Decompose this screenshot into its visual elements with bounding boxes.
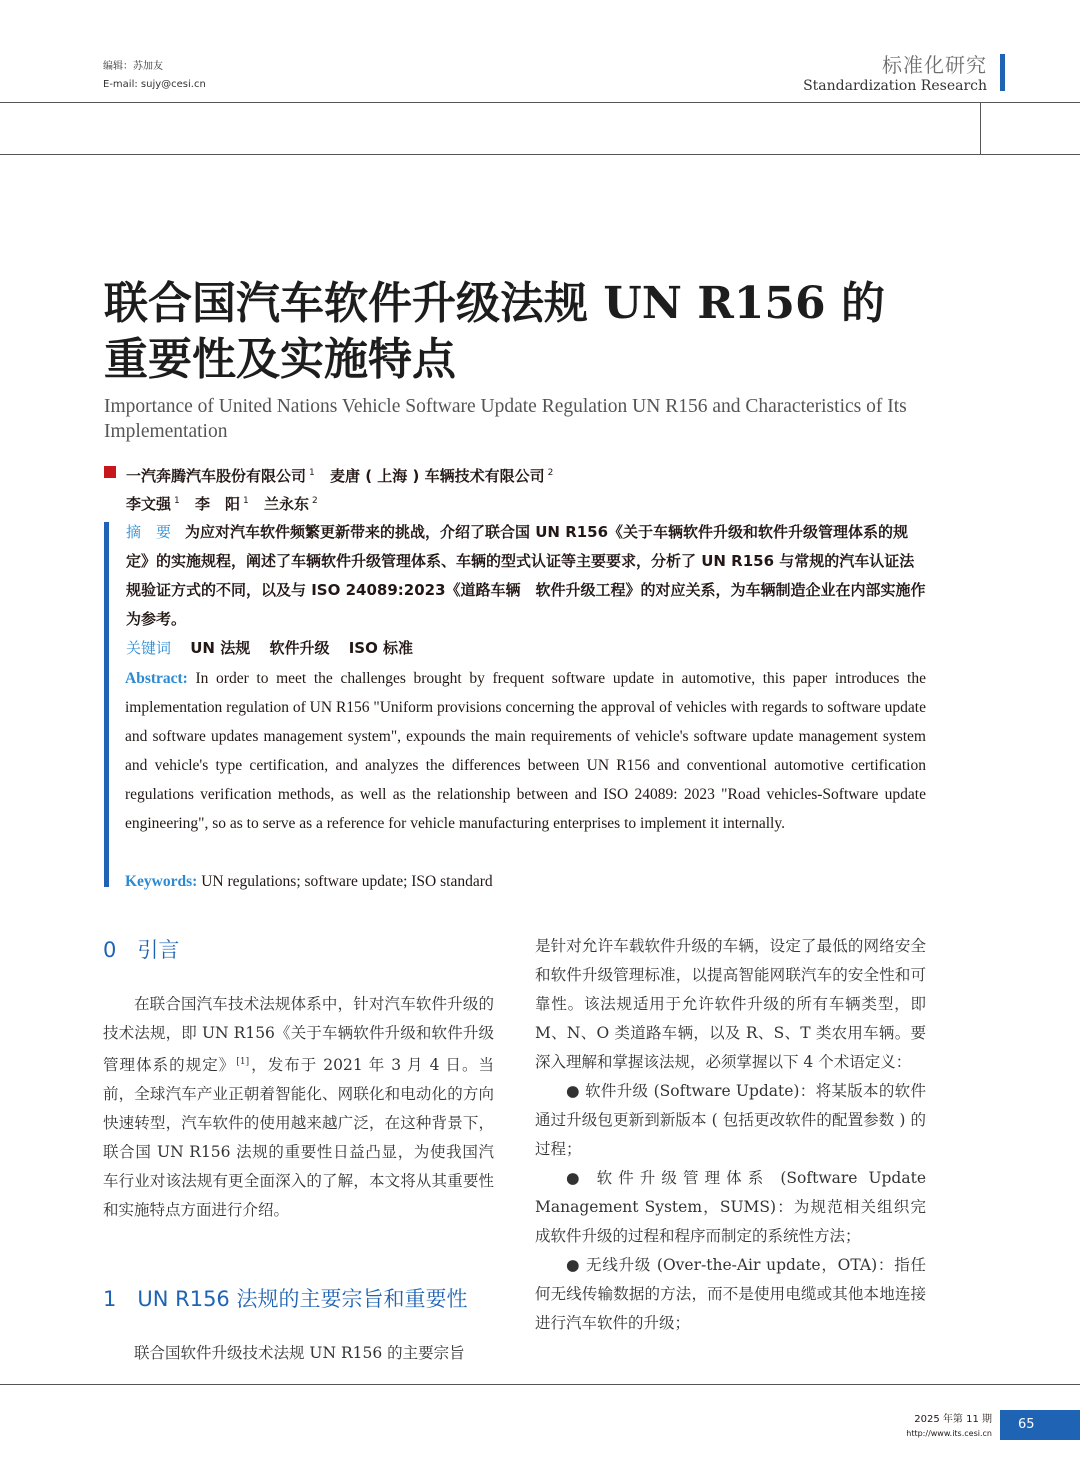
title-line-1: 联合国汽车软件升级法规 UN R156 的 bbox=[104, 278, 885, 329]
editor-email: E-mail: sujy@cesi.cn bbox=[103, 79, 206, 90]
keywords-en bbox=[125, 867, 926, 896]
header-divider-2 bbox=[0, 154, 1080, 155]
article-title bbox=[104, 276, 964, 388]
article-title-en: Importance of United Nations Vehicle Software Update Regulation UN R156 and Characteristics of Its Implementation bbox=[104, 396, 907, 442]
affiliation-2-sup: 2 bbox=[547, 468, 554, 478]
issue-label: 2025 年第 11 期 bbox=[914, 1414, 992, 1425]
affiliation-1: 一汽奔腾汽车股份有限公司 bbox=[126, 467, 307, 485]
term-definition-item: ● 软件升级 (Software Update)：将某版本的软件通过升级包更新到新版本 ( 包括更改软件的配置参数 ) 的过程； bbox=[535, 1082, 926, 1158]
keywords-en-text: UN regulations; software update; ISO standard bbox=[197, 873, 493, 890]
author-name: 兰永东 bbox=[263, 495, 309, 513]
abstract-en-text: In order to meet the challenges brought by frequent software update in automotive, this paper introduces the implementation regulation of UN R156 "Uniform provisions concerning the approval of vehicles with regards to software update and software updates management system", expounds the main requirements of vehicle's software update management system and vehicle's type certification, and analyzes the differences between UN R156 and conventional automotive certification regulations verification methods, as well as the relationship between and ISO 24089: 2023 "Road vehicles-Software update engineering", so as to serve as a reference for vehicle manufacturing enterprises to implement it internally. bbox=[125, 670, 926, 832]
author-names bbox=[126, 489, 328, 516]
header-accent-bar bbox=[1000, 54, 1005, 91]
footer-info bbox=[880, 1413, 992, 1441]
editor-name: 编辑：苏加友 bbox=[103, 61, 163, 72]
abstract-en bbox=[125, 664, 926, 838]
author-sup: 1 bbox=[243, 496, 249, 506]
section-1-body bbox=[103, 1339, 494, 1368]
author-name: 李文强 bbox=[126, 495, 172, 513]
journal-header bbox=[803, 52, 987, 94]
right-column bbox=[535, 932, 926, 1338]
author-sup: 2 bbox=[311, 496, 318, 506]
journal-title-en: Standardization Research bbox=[803, 78, 987, 94]
abstract-cn-label: 摘 要 bbox=[126, 523, 172, 541]
abstract-cn bbox=[126, 518, 926, 634]
keywords-cn-label: 关键词 bbox=[126, 639, 172, 657]
keywords-en-label: Keywords: bbox=[125, 873, 198, 890]
abstract-en-label: Abstract: bbox=[125, 670, 188, 687]
affiliations bbox=[126, 461, 563, 488]
journal-title-cn: 标准化研究 bbox=[882, 53, 987, 77]
page-number: 65 bbox=[1000, 1410, 1080, 1440]
author-sup: 1 bbox=[174, 496, 180, 506]
section-1-heading: 1 UN R156 法规的主要宗旨和重要性 bbox=[103, 1287, 468, 1311]
section-0-text: 在联合国汽车技术法规体系中，针对汽车软件升级的技术法规，即 UN R156《关于车辆软件升级和软件升级管理体系的规定》 bbox=[103, 995, 494, 1074]
footer-divider bbox=[0, 1384, 1080, 1385]
header-editor-info bbox=[103, 58, 206, 94]
section-0-paragraph bbox=[103, 990, 494, 1225]
term-definition-item: ● 无线升级 (Over-the-Air update，OTA)：指任何无线传输数据的方法，而不是使用电缆或其他本地连接进行汽车软件的升级； bbox=[535, 1256, 926, 1332]
keyword-cn: 软件升级 bbox=[269, 639, 330, 657]
abstract-accent-bar bbox=[104, 522, 109, 887]
section-1-paragraph: 联合国软件升级技术法规 UN R156 的主要宗旨 bbox=[134, 1344, 465, 1362]
abstract-cn-text: 为应对汽车软件频繁更新带来的挑战，介绍了联合国 UN R156《关于车辆软件升级和软件升级管理体系的规定》的实施规程，阐述了车辆软件升级管理体系、车辆的型式认证等主要要求，分析了 UN R156 与常规的汽车认证法规验证方式的不同，以及与 ISO 24089:2023《道路车辆 软件升级工程》的对应关系，为车辆制造企业在内部实施作为参考。 bbox=[126, 523, 926, 628]
header-vertical-divider bbox=[980, 102, 981, 154]
keywords-cn bbox=[126, 634, 926, 663]
keyword-cn: UN 法规 bbox=[190, 639, 251, 657]
term-definition-item: ● 软件升级管理体系 (Software Update Management System，SUMS)：为规范相关组织完成软件升级的过程和程序而制定的系统性方法； bbox=[535, 1169, 926, 1245]
affiliation-2: 麦唐 ( 上海 ) 车辆技术有限公司 bbox=[329, 467, 545, 485]
title-line-2: 重要性及实施特点 bbox=[104, 334, 456, 385]
header-divider bbox=[0, 102, 1080, 103]
section-0-text-cont: ，发布于 2021 年 3 月 4 日。当前，全球汽车产业正朝着智能化、网联化和电动化的方向快速转型，汽车软件的使用越来越广泛，在这种背景下，联合国 UN R156 法规的重要性日益凸显，为使我国汽车行业对该法规有更全面深入的了解，本文将从其重要性和实施特点方面进行介绍。 bbox=[103, 1056, 494, 1219]
journal-url: http://www.its.cesi.cn bbox=[906, 1429, 992, 1438]
author-name: 李 阳 bbox=[194, 495, 240, 513]
section-0-body bbox=[103, 990, 494, 1225]
section-0-heading: 0 引言 bbox=[103, 938, 180, 962]
author-marker-icon bbox=[104, 466, 116, 478]
citation-ref: [1] bbox=[236, 1057, 250, 1067]
affiliation-1-sup: 1 bbox=[309, 468, 315, 478]
right-column-paragraph: 是针对允许车载软件升级的车辆，设定了最低的网络安全和软件升级管理标准，以提高智能网联汽车的安全性和可靠性。该法规适用于允许软件升级的所有车辆类型，即 M、N、O 类道路车辆，以及 R、S、T 类农用车辆。要深入理解和掌握该法规，必须掌握以下 4 个术语定义： bbox=[535, 937, 926, 1071]
keyword-cn: ISO 标准 bbox=[348, 639, 414, 657]
